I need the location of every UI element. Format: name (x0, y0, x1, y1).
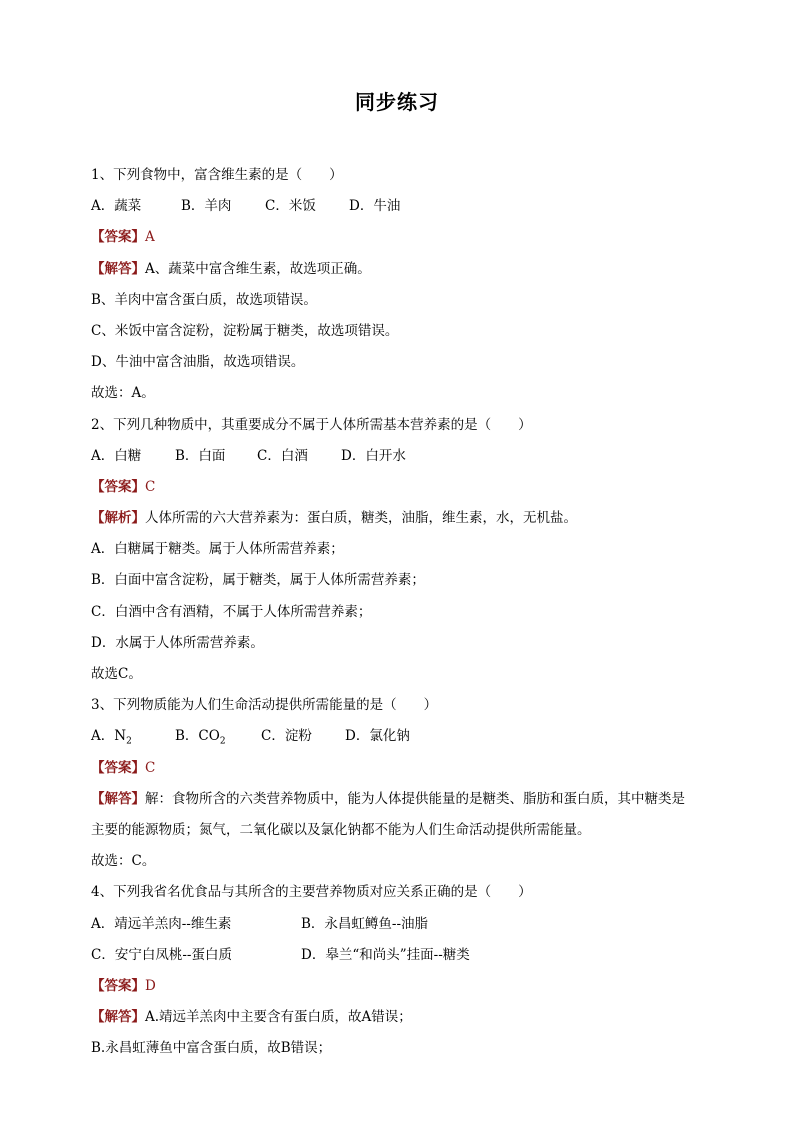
q2-option-d: D．白开水 (341, 447, 406, 464)
answer-value: C (145, 759, 156, 776)
q3-answer (91, 753, 711, 784)
question-4-options-row-2 (91, 940, 711, 971)
answer-tag: 【答案】 (91, 478, 145, 495)
answer-value: D (145, 977, 156, 994)
q2-explain-line: D．水属于人体所需营养素。 (91, 634, 264, 651)
q2-explain-line: B．白面中富含淀粉，属于糖类，属于人体所需营养素； (91, 572, 425, 589)
question-3-options (91, 721, 711, 752)
q1-explain-line: B、羊肉中富含蛋白质，故选项错误。 (91, 291, 317, 308)
q1-explain-line: D、牛油中富含油脂，故选项错误。 (91, 354, 305, 371)
subscript: 2 (126, 737, 132, 748)
answer-value: C (145, 478, 156, 495)
page-title: 同步练习 (355, 90, 439, 114)
answer-tag: 【答案】 (91, 759, 145, 776)
q2-explain-line (91, 503, 711, 534)
question-2-stem: 2、下列几种物质中，其重要成分不属于人体所需基本营养素的是（ ） (91, 416, 532, 433)
q4-option-c: C．安宁白凤桃--蛋白质 (91, 946, 232, 963)
q2-option-a: A．白糖 (91, 447, 142, 464)
answer-value: A (145, 229, 155, 246)
explain-text: A.靖远羊羔肉中主要含有蛋白质，故A错误； (145, 1009, 412, 1026)
q1-option-c: C．米饭 (265, 198, 316, 215)
q3-explain-line: 主要的能源物质；氮气，二氧化碳以及氯化钠都不能为人们生命活动提供所需能量。 (91, 821, 591, 838)
subscript: 2 (219, 737, 226, 748)
q2-option-c: C．白酒 (257, 447, 308, 464)
explain-tag: 【解答】 (91, 790, 145, 807)
q1-option-a: A．蔬菜 (91, 198, 142, 215)
question-2-options (91, 441, 711, 472)
q4-explain-line: B.永昌虹薄鱼中富含蛋白质，故B错误； (91, 1040, 332, 1057)
explain-tag: 【解析】 (91, 510, 145, 527)
q4-option-a: A．靖远羊羔肉--维生素 (91, 915, 232, 932)
q1-explain-line (91, 254, 711, 285)
q2-conclusion: 故选C。 (91, 666, 142, 682)
q3-option-a (91, 721, 175, 752)
exercise-content (91, 160, 711, 1064)
answer-tag: 【答案】 (91, 977, 145, 994)
q2-explain-line: C．白酒中含有酒精，不属于人体所需营养素； (91, 603, 372, 620)
explain-text: 解：食物所含的六类营养物质中，能为人体提供能量的是糖类、脂肪和蛋白质，其中糖类是 (145, 790, 685, 807)
question-3-stem: 3、下列物质能为人们生命活动提供所需能量的是（ ） (91, 697, 438, 714)
q3-explain-line (91, 784, 711, 815)
q3-option-b-text: B．CO (175, 728, 220, 745)
explain-tag: 【解答】 (91, 260, 145, 277)
explain-text: A、蔬菜中富含维生素，故选项正确。 (145, 260, 371, 277)
q4-explain-line (91, 1002, 711, 1033)
explain-text: 人体所需的六大营养素为：蛋白质，糖类，油脂，维生素，水，无机盐。 (145, 510, 577, 527)
q4-answer (91, 971, 711, 1002)
q4-option-d: D．皋兰“和尚头”挂面--糖类 (301, 946, 470, 963)
q1-option-b: B．羊肉 (181, 198, 232, 215)
question-1-stem: 1、下列食物中，富含维生素的是（ ） (91, 167, 343, 183)
q3-option-b (175, 721, 261, 752)
q1-option-d: D．牛油 (349, 198, 401, 215)
q4-option-b: B．永昌虹鳟鱼--油脂 (301, 915, 429, 932)
question-1-options (91, 191, 711, 222)
explain-tag: 【解答】 (91, 1009, 145, 1026)
q1-conclusion: 故选：A。 (91, 385, 155, 402)
q2-explain-line: A．白糖属于糖类。属于人体所需营养素； (91, 541, 344, 558)
q3-option-c: C．淀粉 (261, 728, 312, 745)
question-4-stem: 4、下列我省名优食品与其所含的主要营养物质对应关系正确的是（ ） (91, 884, 532, 901)
q2-option-b: B．白面 (175, 447, 226, 464)
q3-option-a-text: A．N (91, 728, 127, 745)
q3-option-d: D．氯化钠 (345, 728, 410, 745)
q3-conclusion: 故选：C。 (91, 853, 156, 870)
question-4-options-row-1 (91, 909, 711, 940)
q1-answer (91, 222, 711, 253)
q1-explain-line: C、米饭中富含淀粉，淀粉属于糖类，故选项错误。 (91, 322, 399, 339)
q2-answer (91, 472, 711, 503)
answer-tag: 【答案】 (91, 229, 145, 246)
